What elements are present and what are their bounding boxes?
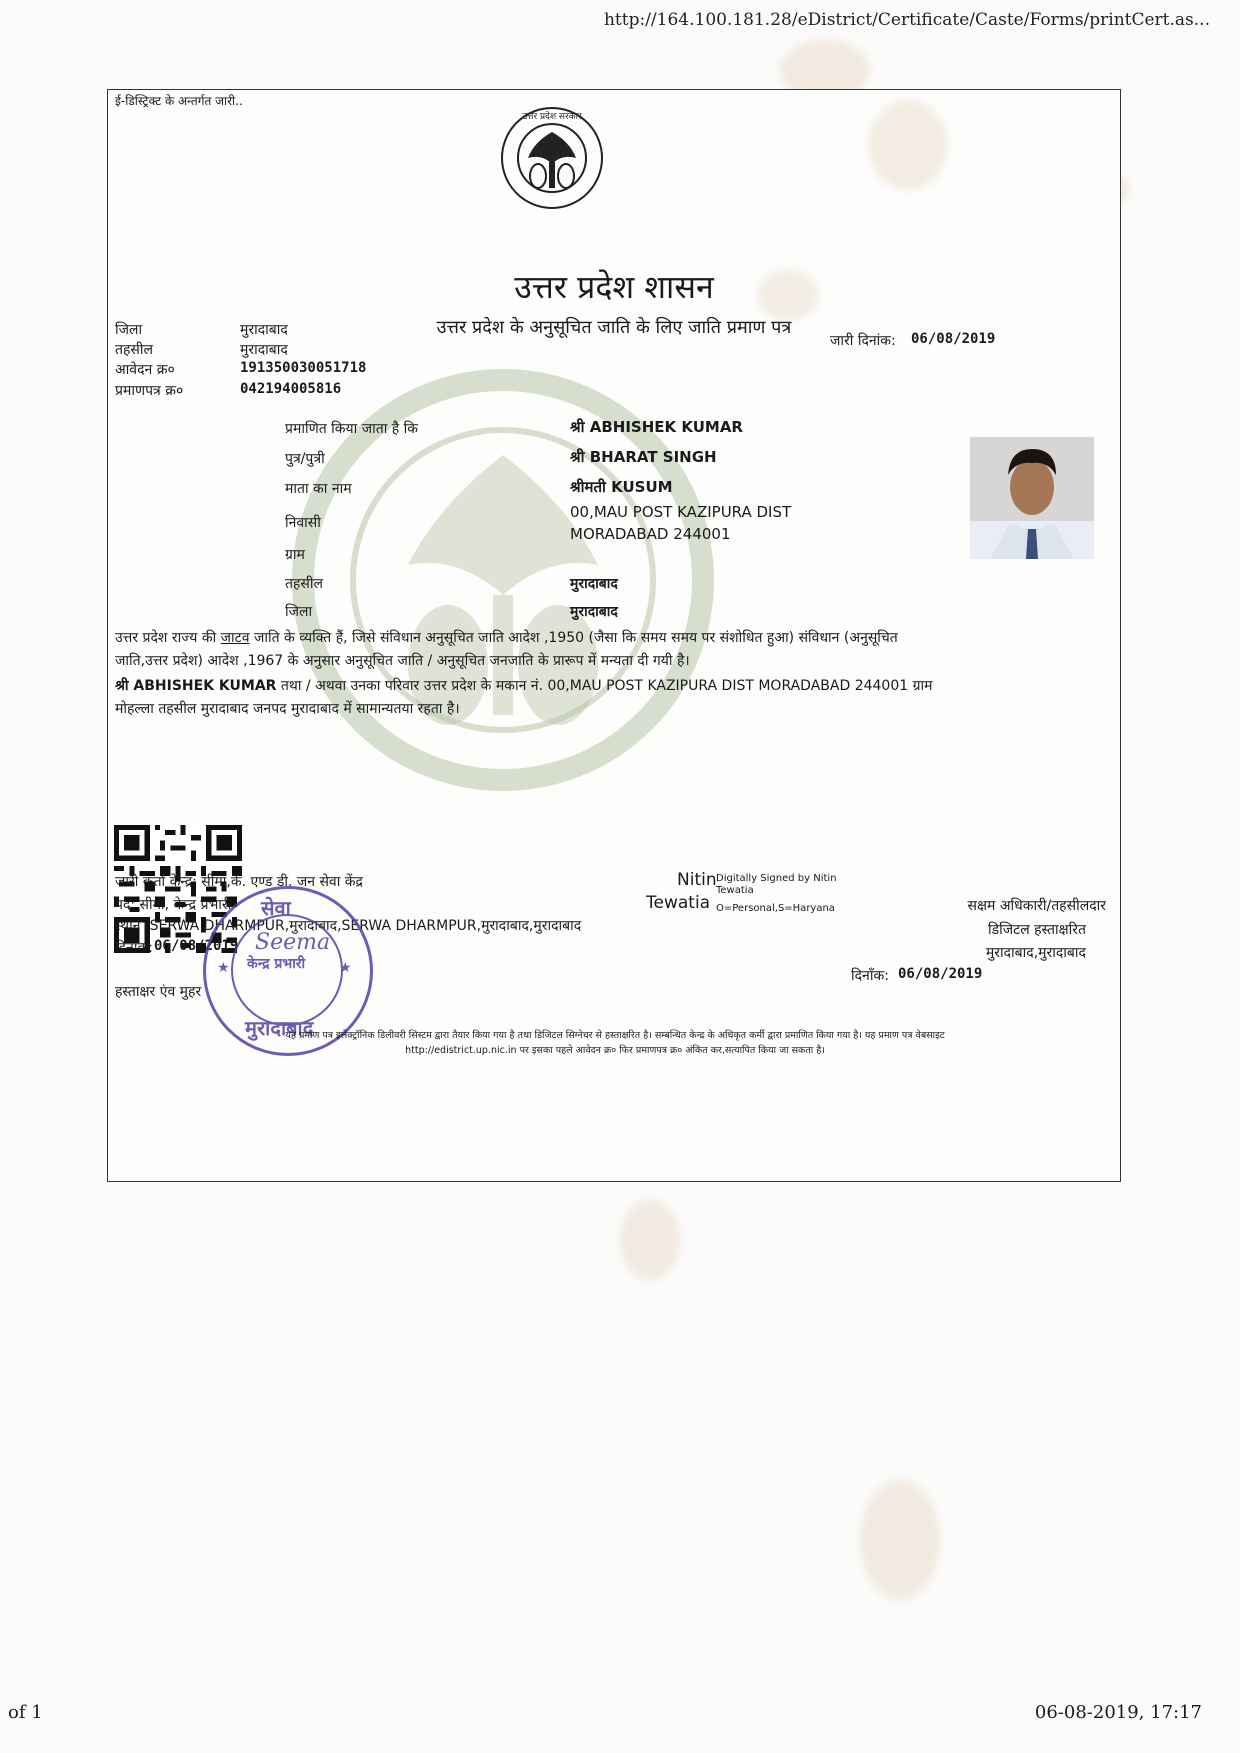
stamp-star-icon: ★: [217, 960, 230, 976]
signature-seal-label: हस्ताक्षर एंव मुहर: [115, 984, 202, 1000]
stamp-top-text: सेवा: [261, 896, 291, 920]
stamp-bottom-text: मुरादाबाद: [245, 1016, 314, 1040]
authority-place: मुरादाबाद,मुरादाबाद: [985, 945, 1086, 961]
issue-date-label: जारी दिनांक:: [830, 333, 896, 349]
paper-stain: [868, 100, 948, 190]
applicant-photo: [970, 437, 1094, 559]
certificate-no-label: प्रमाणपत्र क्र०: [115, 383, 184, 399]
digital-signature-note: Digitally Signed by Nitin Tewatia O=Personal,S=Haryana: [716, 873, 837, 914]
parent-label: पुत्र/पुत्री: [285, 451, 325, 467]
village-label: ग्राम: [285, 547, 305, 563]
page-count: of 1: [8, 1702, 43, 1723]
emblem-text: उत्तर प्रदेश सरकार: [522, 112, 582, 122]
resident-label: निवासी: [285, 515, 321, 531]
certify-label: प्रमाणित किया जाता है कि: [285, 421, 419, 437]
certificate-no: 042194005816: [240, 381, 342, 397]
issuer-date: 06/08/2019: [154, 938, 239, 954]
issuing-centre: जारी कर्ता केन्द्र: सीमा,के. एण्ड डी. जन सेवा केंद्र: [115, 874, 363, 890]
issuer-place: स्थान :SERWA DHARMPUR,मुरादाबाद,SERWA DHARMPUR,मुरादाबाद,मुरादाबाद: [115, 918, 582, 934]
digital-signed-text: डिजिटल हस्ताक्षरित: [988, 922, 1086, 938]
certificate-subtitle: उत्तर प्रदेश के अनुसूचित जाति के लिए जाति प्रमाण पत्र: [436, 317, 792, 338]
authority-date: 06/08/2019: [898, 966, 983, 982]
paper-stain: [758, 270, 818, 320]
signer-name-line1: Nitin: [677, 870, 717, 890]
print-datetime: 06-08-2019, 17:17: [1034, 1702, 1202, 1723]
certificate: [107, 89, 1121, 1182]
caste-paragraph: उत्तर प्रदेश राज्य की जाटव जाति के व्यक्ति हैं, जिसे संविधान अनुसूचित जाति आदेश ,1950 (जैसा कि समय समय पर संशोधित हुआ) संविधान (अनुसूचित जाति,उत्तर प्रदेश) आदेश ,1967 के अनुसार अनुसूचित जाति / अनुसूचित जनजाति के प्रारूप में मन्यता दी गयी है।: [115, 630, 898, 669]
stamp-mid-text: केन्द्र प्रभारी: [247, 956, 306, 972]
applicant-name: श्री ABHISHEK KUMAR: [570, 418, 743, 436]
detail-tehsil: मुरादाबाद: [570, 576, 618, 592]
mother-label: माता का नाम: [285, 481, 352, 497]
caste-name: जाटव: [220, 630, 250, 646]
detail-district-label: जिला: [285, 604, 313, 620]
tehsil-label: तहसील: [115, 342, 153, 358]
paper-stain: [620, 1200, 680, 1280]
issuer-post: पद: सीमा, केन्द्र प्रभारी: [115, 897, 232, 913]
district-label: जिला: [115, 322, 143, 338]
mother-name: श्रीमती KUSUM: [570, 478, 673, 496]
application-no-label: आवेदन क्र०: [115, 362, 175, 378]
issued-under-text: ई-डिस्ट्रिक्ट के अन्तर्गत जारी..: [115, 94, 243, 108]
up-government-emblem: [500, 106, 604, 210]
issuer-date-label: दिनाँक:: [115, 940, 153, 956]
stamp-star-icon: ★: [339, 960, 352, 976]
browser-url: http://164.100.181.28/eDistrict/Certificate/Caste/Forms/printCert.as...: [603, 10, 1210, 30]
address-line-2: MORADABAD 244001: [570, 525, 731, 543]
district-value: मुरादाबाद: [240, 322, 288, 338]
application-no: 191350030051718: [240, 360, 367, 376]
issue-date: 06/08/2019: [911, 331, 996, 347]
detail-district: मुरादाबाद: [570, 604, 618, 620]
authority-title: सक्षम अधिकारी/तहसीलदार: [967, 898, 1106, 914]
stamp-handwritten-signature: Seema: [255, 930, 331, 955]
detail-tehsil-label: तहसील: [285, 576, 323, 592]
signer-name-line2: Tewatia: [646, 893, 711, 913]
paper-stain: [860, 1480, 940, 1600]
parent-name: श्री BHARAT SINGH: [570, 448, 717, 466]
residence-paragraph: श्री ABHISHEK KUMAR तथा / अथवा उनका परिवार उत्तर प्रदेश के मकान नं. 00,MAU POST KAZIPURA DIST MORADABAD 244001 ग्राम मोहल्ला तहसील मुरादाबाद जनपद मुरादाबाद में सामान्यतया रहता है।: [115, 678, 933, 717]
residence-name: श्री ABHISHEK KUMAR: [115, 678, 277, 694]
authority-date-label: दिनाँक:: [851, 968, 889, 984]
certificate-footer: यह प्रमाण पत्र इलेक्ट्रॉनिक डिलीवरी सिस्टम द्वारा तैयार किया गया है तथा डिजिटल सिग्नेचर से हस्ताक्षरित है। सम्बन्धित केन्द्र के अधिकृत कर्मी द्वारा प्रमाणित किया गया है। यह प्रमाण पत्र वेबसाइट http://edistrict.up.nic.in पर इसका पहले आवेदन क्र० फिर प्रमाणपत्र क्र० अंकित कर,सत्यापित किया जा सकता है।: [285, 1030, 945, 1056]
certificate-title: उत्तर प्रदेश शासन: [514, 268, 714, 306]
address-line-1: 00,MAU POST KAZIPURA DIST: [570, 503, 792, 521]
tehsil-value: मुरादाबाद: [240, 342, 288, 358]
